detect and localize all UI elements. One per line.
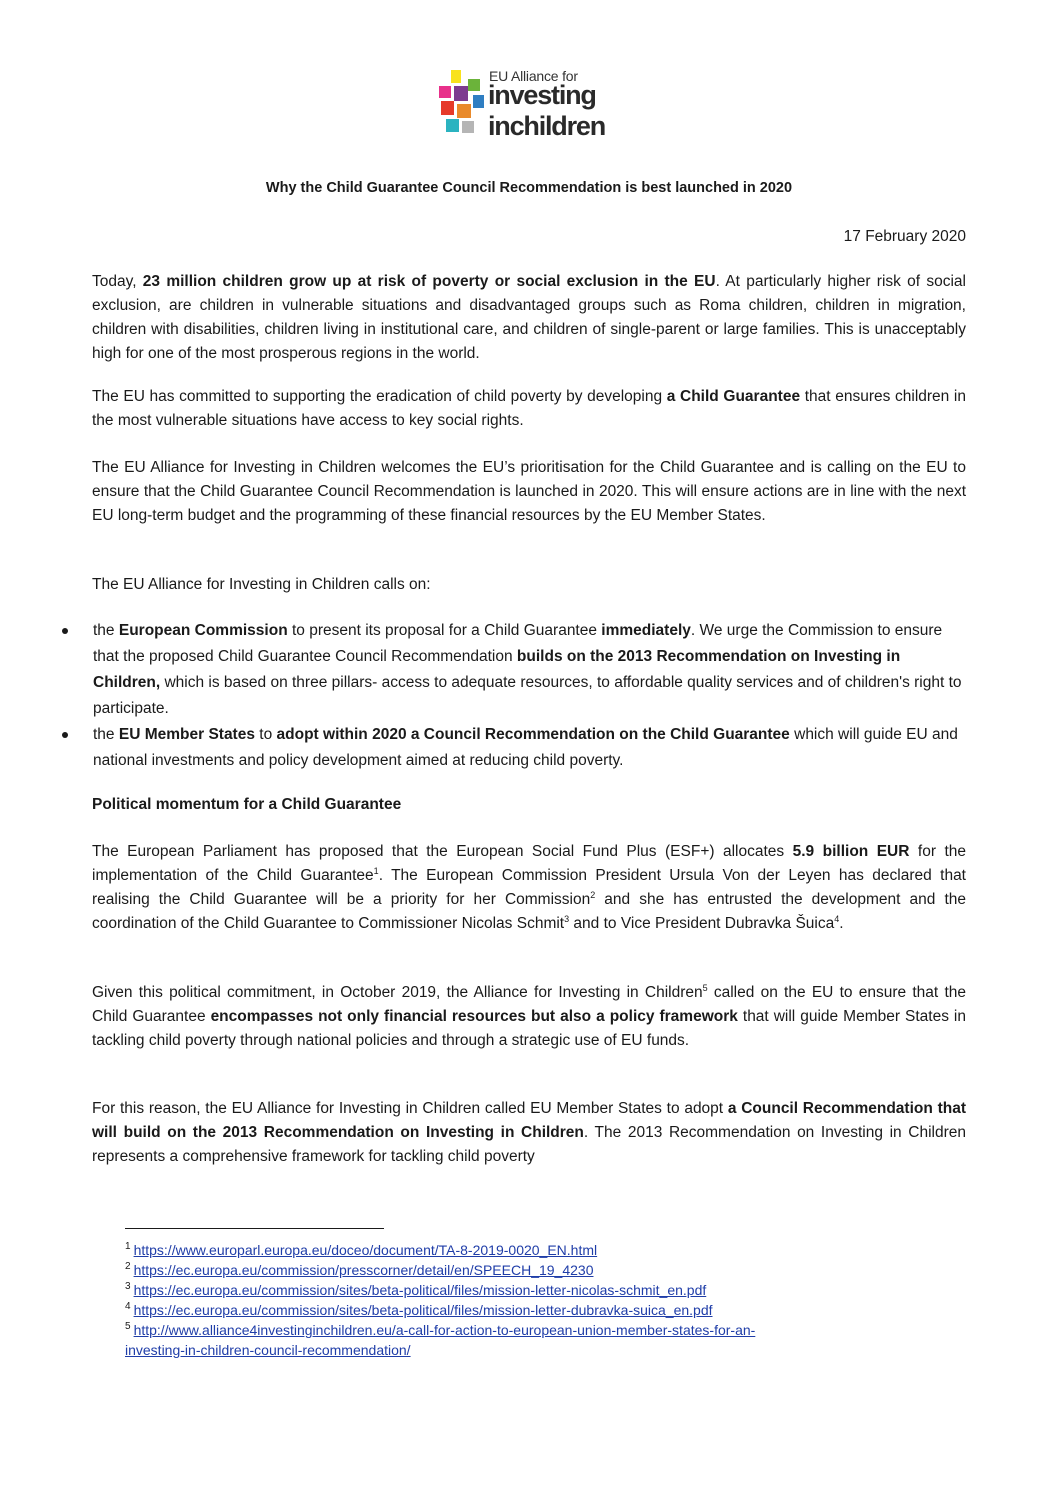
footnote-2: $^2$ https://ec.europa.eu/commission/presscorner/detail/en/SPEECH_19_4230	[125, 1261, 594, 1278]
footnote-3: $^3$ https://ec.europa.eu/commission/sites/beta-political/files/mission-letter-nicolas-schmit_en.pdf	[125, 1281, 707, 1298]
calls-list	[62, 618, 966, 774]
footnote-link[interactable]: https://ec.europa.eu/commission/sites/beta-political/files/mission-letter-dubravka-suica_en.pdf	[133, 1302, 713, 1318]
footnote-5-continued	[125, 1340, 945, 1360]
paragraph-4: The EU Alliance for Investing in Children calls on:	[92, 576, 431, 593]
footnote-link[interactable]: https://ec.europa.eu/commission/sites/beta-political/files/mission-letter-nicolas-schmit_en.pdf	[133, 1282, 707, 1298]
paragraph-2: The EU has committed to supporting the eradication of child poverty by developing a Child Guarantee that ensures children in the most vulnerable situations have access to key social rights.	[92, 388, 966, 429]
logo-line-1: EU Alliance for	[489, 68, 578, 84]
list-item: the EU Member States to adopt within 2020 a Council Recommendation on the Child Guarantee which will guide EU and national investments and policy development aimed at reducing child poverty.	[62, 722, 966, 774]
paragraph-1: Today, 23 million children grow up at risk of poverty or social exclusion in the EU. At particularly higher risk of social exclusion, are children in vulnerable situations and disadvantaged groups such as Roma children, children in migration, children with disabilities, children living in institutional care, and children of single-parent or large families. This is unacceptably high for one of the most prosperous regions in the world.	[92, 273, 966, 362]
paragraph-3: The EU Alliance for Investing in Children welcomes the EU’s prioritisation for the Child Guarantee and is calling on the EU to ensure that the Child Guarantee Council Recommendation is launched in 2020. This will ensure actions are in line with the next EU long-term budget and the programming of these financial resources by the EU Member States.	[92, 459, 966, 524]
paragraph-6: Given this political commitment, in October 2019, the Alliance for Investing in Children$^5$ called on the EU to ensure that the Child Guarantee encompasses not only financial resources but also a policy framework that will guide Member States in tackling child poverty through national policies and through a strategic use of EU funds.	[92, 982, 966, 1049]
footnote-4: $^4$ https://ec.europa.eu/commission/sites/beta-political/files/mission-letter-dubravka-suica_en.pdf	[125, 1301, 713, 1318]
logo-line-3: inchildren	[488, 111, 606, 141]
footnote-1: $^1$ https://www.europarl.europa.eu/doceo/document/TA-8-2019-0020_EN.html	[125, 1241, 598, 1258]
paragraph-5: The European Parliament has proposed that the European Social Fund Plus (ESF+) allocates 5.9 billion EUR for the implementation of the Child Guarantee$^1$. The European Commission President Ursula Von der Leyen has declared that realising the Child Guarantee will be a priority for her Commission$^2$ and she has entrusted the development and the coordination of the Child Guarantee to Commissioner Nicolas Schmit$^3$ and to Vice President Dubravka Šuica$^4$.	[92, 843, 967, 932]
footnote-link[interactable]: http://www.alliance4investinginchildren.eu/a-call-for-action-to-european-union-member-states-for-an-	[133, 1322, 756, 1338]
footnote-5: $^5$ http://www.alliance4investinginchildren.eu/a-call-for-action-to-european-union-member-states-for-an-	[125, 1321, 756, 1338]
section-heading: Political momentum for a Child Guarantee	[92, 796, 402, 813]
footnote-divider	[125, 1228, 384, 1229]
list-item: the European Commission to present its proposal for a Child Guarantee immediately. We urge the Commission to ensure that the proposed Child Guarantee Council Recommendation builds on the 2013 Recommendation on Investing in Children, which is based on three pillars- access to adequate resources, to affordable quality services and of children's right to participate.	[62, 618, 966, 722]
logo-squares-icon	[437, 68, 487, 152]
footnote-link[interactable]: https://ec.europa.eu/commission/presscorner/detail/en/SPEECH_19_4230	[133, 1262, 594, 1278]
bullet-icon	[62, 732, 68, 738]
footnote-link[interactable]: investing-in-children-council-recommendation/	[125, 1342, 411, 1358]
footnotes	[125, 1240, 945, 1360]
document-date: 17 February 2020	[843, 228, 966, 245]
alliance-logo	[437, 68, 637, 152]
bullet-icon	[62, 628, 68, 634]
document-title: Why the Child Guarantee Council Recommendation is best launched in 2020	[265, 180, 793, 196]
footnote-link[interactable]: https://www.europarl.europa.eu/doceo/document/TA-8-2019-0020_EN.html	[133, 1242, 598, 1258]
paragraph-7: For this reason, the EU Alliance for Investing in Children called EU Member States to adopt a Council Recommendation that will build on the 2013 Recommendation on Investing in Children. The 2013 Recommendation on Investing in Children represents a comprehensive framework for tackling child poverty	[92, 1100, 966, 1165]
logo-line-2: investing	[488, 80, 596, 110]
